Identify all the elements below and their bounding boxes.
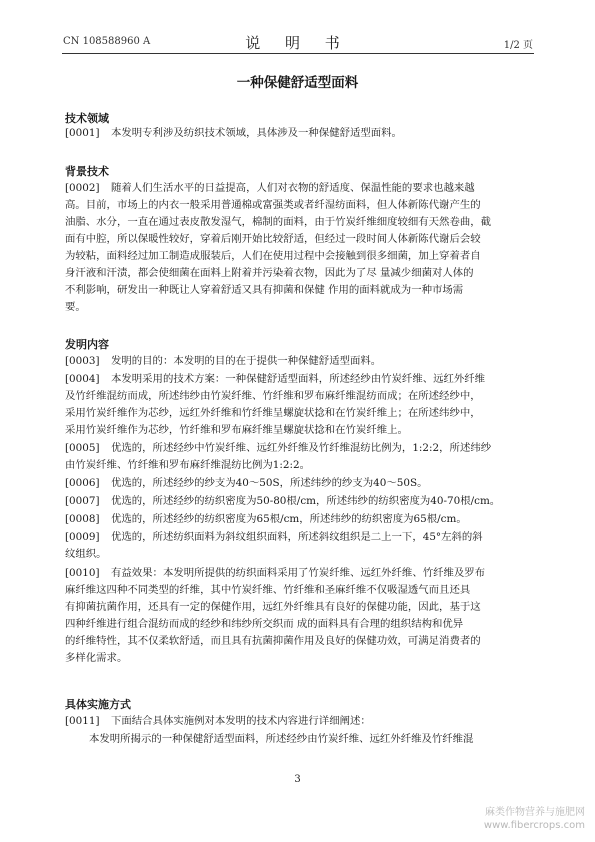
paragraph-number: [0010] bbox=[65, 567, 100, 579]
paragraph-line: 的纤维特性，其不仅柔软舒适，而且具有抗菌抑菌作用及良好的保健功效，可满足消费者的 bbox=[65, 635, 481, 647]
paragraph-line: 纹组织。 bbox=[65, 548, 107, 560]
paragraph-line: [0002] 随着人们生活水平的日益提高，人们对衣物的舒适度、保温性能的要求也越来越 bbox=[65, 182, 475, 194]
paragraph-line: 四种纤维进行组合混纺而成的经纱和纬纱所交织而 成的面料具有合理的组织结构和优异 bbox=[65, 618, 464, 630]
paragraph-number: [0003] bbox=[65, 355, 100, 367]
paragraph-line: 要。 bbox=[65, 301, 86, 313]
paragraph-line: 油脂、水分，一直在通过表皮散发湿气，棉制的面料，由于竹炭纤维细度较细有天然卷曲，截 bbox=[65, 216, 492, 228]
header-section-title: 说 明 书 bbox=[245, 34, 350, 52]
paragraph-number: [0006] bbox=[65, 477, 100, 489]
watermark bbox=[484, 806, 585, 832]
watermark-title: 麻类作物营养与施肥网 bbox=[485, 807, 585, 818]
paragraph-line: [0001] 本发明专利涉及纺织技术领域，具体涉及一种保健舒适型面料。 bbox=[65, 127, 402, 139]
paragraph-number: [0011] bbox=[65, 715, 100, 727]
section-heading-content: 发明内容 bbox=[65, 338, 109, 351]
page-number: 3 bbox=[294, 774, 301, 785]
paragraph-number: [0009] bbox=[65, 531, 100, 543]
paragraph-line: [0010] 有益效果：本发明所提供的纺织面料采用了竹炭纤维、远红外纤维、竹纤维及罗布 bbox=[65, 567, 486, 579]
paragraph-line: 身汗液和汗渍，都会使细菌在面料上附着并污染着衣物，因此为了尽 量减少细菌对人体的 bbox=[65, 267, 474, 279]
paragraph-line: 采用竹炭纤维作为芯纱，竹纤维和罗布麻纤维呈螺旋状捻和在竹炭纤维上。 bbox=[65, 424, 408, 436]
paragraph-number: [0005] bbox=[65, 442, 100, 454]
paragraph-line: 及竹纤维混纺而成，所述纬纱由竹炭纤维、竹纤维和罗布麻纤维混纺而成；在所述经纱中， bbox=[65, 390, 481, 402]
watermark-url: www.fibercrops.com bbox=[483, 820, 585, 831]
doc-number: CN 108588960 A bbox=[63, 36, 151, 47]
paragraph-line: [0003] 发明的目的：本发明的目的在于提供一种保健舒适型面料。 bbox=[65, 355, 382, 367]
paragraph-line: 由竹炭纤维、竹纤维和罗布麻纤维混纺比例为1:2:2。 bbox=[65, 459, 311, 471]
paragraph-line: [0005] 优选的，所述经纱中竹炭纤维、远红外纤维及竹纤维混纺比例为，1:2:2，所述纬纱 bbox=[65, 442, 492, 454]
paragraph-line: [0004] 本发明采用的技术方案：一种保健舒适型面料，所述经纱由竹炭纤维、远红外纤维 bbox=[65, 373, 486, 385]
paragraph-number: [0007] bbox=[65, 495, 100, 507]
paragraph-line: 不利影响，研发出一种既让人穿着舒适又具有抑菌和保健 作用的面料就成为一种市场需 bbox=[65, 284, 464, 296]
paragraph-line: [0011] 下面结合具体实施例对本发明的技术内容进行详细阐述： bbox=[65, 715, 371, 727]
header-divider bbox=[62, 53, 534, 54]
paragraph-number: [0004] bbox=[65, 373, 100, 385]
paragraph-line: [0008] 优选的，所述经纱的纺织密度为65根/cm，所述纬纱的纺织密度为65根/cm。 bbox=[65, 513, 467, 525]
paragraph-line: 面有中腔，所以保暖性较好，穿着后刚开始比较舒适，但经过一段时间人体新陈代谢后会较 bbox=[65, 233, 481, 245]
paragraph-number: [0001] bbox=[65, 127, 100, 139]
paragraph-line: 本发明所揭示的一种保健舒适型面料，所述经纱由竹炭纤维、远红外纤维及竹纤维混 bbox=[89, 733, 474, 745]
paragraph-line: [0009] 优选的，所述纺织面料为斜纹组织面料，所述斜纹组织是二上一下，45°左斜的斜 bbox=[65, 531, 483, 543]
document-title: 一种保健舒适型面料 bbox=[236, 75, 359, 91]
paragraph-line: 有抑菌抗菌作用，还具有一定的保健作用，远红外纤维具有良好的保健功能，因此，基于这 bbox=[65, 601, 481, 613]
paragraph-line: [0006] 优选的，所述经纱的纱支为40～50S，所述纬纱的纱支为40～50S。 bbox=[65, 477, 428, 489]
paragraph-line: [0007] 优选的，所述经纱的纺织密度为50-80根/cm，所述纬纱的纺织密度为40-70根/cm。 bbox=[65, 495, 501, 507]
paragraph-number: [0008] bbox=[65, 513, 100, 525]
section-heading-field: 技术领域 bbox=[65, 112, 109, 125]
section-heading-background: 背景技术 bbox=[65, 165, 109, 178]
section-heading-embodiment: 具体实施方式 bbox=[65, 698, 131, 711]
paragraph-number: [0002] bbox=[65, 182, 100, 194]
page-indicator: 1/2 页 bbox=[503, 40, 533, 51]
paragraph-line: 麻纤维这四种不同类型的纤维，其中竹炭纤维、竹纤维和圣麻纤维不仅吸湿透气而且还具 bbox=[65, 584, 471, 596]
paragraph-line: 采用竹炭纤维作为芯纱，远红外纤维和竹纤维呈螺旋状捻和在竹炭纤维上；在所述纬纱中， bbox=[65, 407, 481, 419]
paragraph-line: 为较粘，面料经过加工制造成服装后，人们在使用过程中会接触到很多细菌，加上穿着者自 bbox=[65, 250, 481, 262]
paragraph-line: 多样化需求。 bbox=[65, 652, 128, 664]
paragraph-line: 高。目前，市场上的内衣一般采用普通棉或富强类或者纤湿纺面料，但人体新陈代谢产生的 bbox=[65, 199, 481, 211]
